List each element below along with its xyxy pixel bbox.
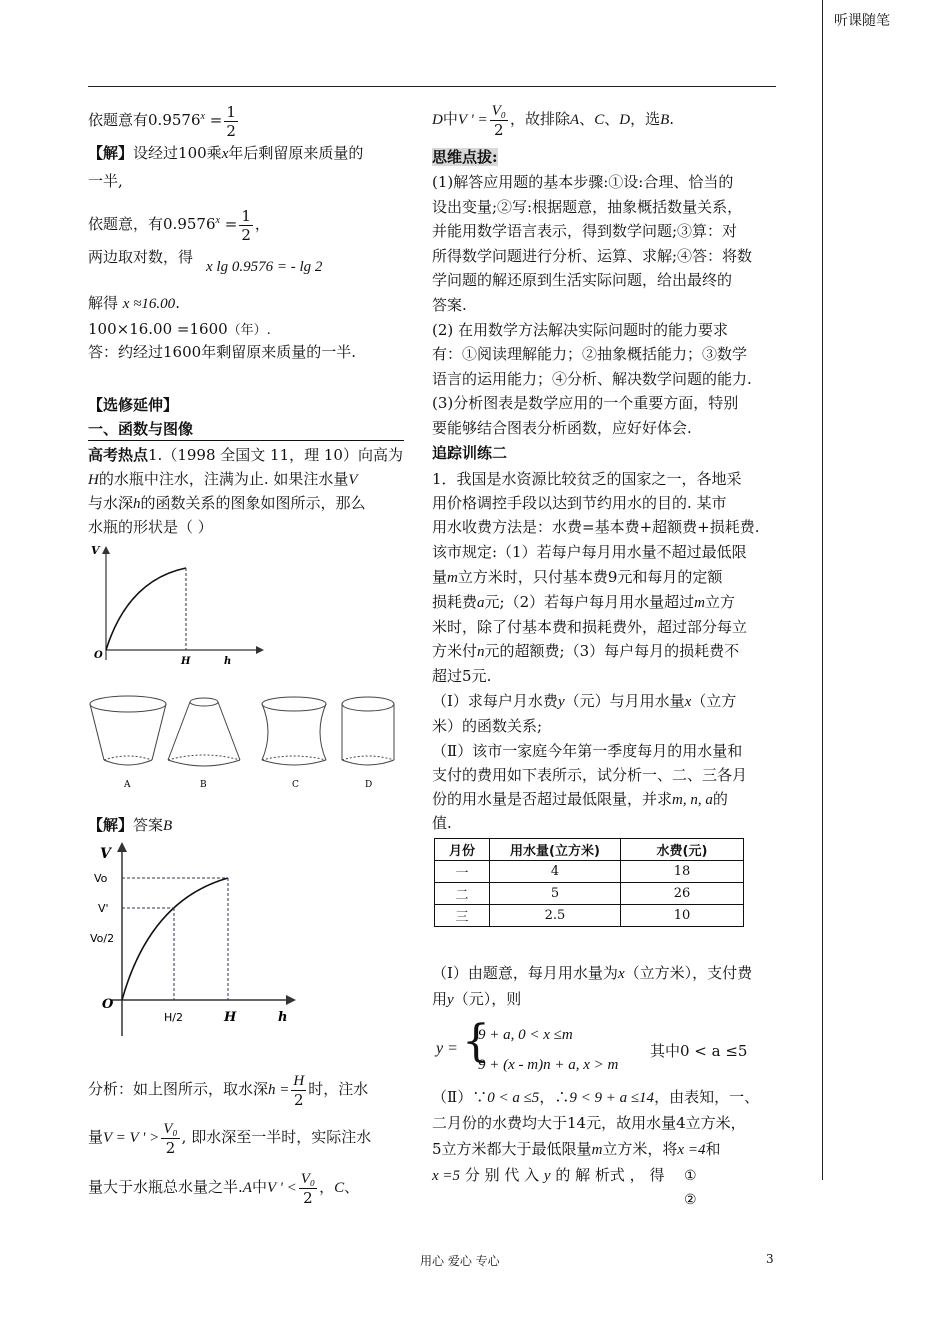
sol-1: （Ⅰ）由题意，每月用水量为x（立方米），支付费	[432, 964, 753, 982]
table-cell: 18	[621, 861, 744, 883]
problem-line-3: 与水深h的函数关系的图象如图所示，那么	[88, 494, 366, 512]
eq-line-2: 依题意，有0.9576$^x$ = $\frac{1}{2}$ ，	[88, 206, 270, 244]
problem-line-1: 高考热点1.（1998 全国文 11，理 10）向高为	[88, 446, 403, 464]
table-cell: 10	[621, 905, 744, 927]
prob-line: 损耗费a元;（2）若每户每月用水量超过m立方	[432, 593, 735, 611]
sol-2: 用y（元），则	[432, 990, 522, 1008]
piecewise-lhs: y =	[436, 1040, 458, 1057]
bottle-options	[88, 690, 398, 790]
think-line: 语言的运用能力；④分析、解决数学问题的能力.	[432, 369, 752, 388]
piecewise-brace: {	[462, 1016, 490, 1067]
table-cell: 26	[621, 883, 744, 905]
table-header: 用水量(立方米)	[490, 839, 621, 861]
section-title: 一、函数与图像	[88, 418, 404, 441]
log-formula: x lg 0.9576 = - lg 2	[206, 259, 323, 275]
g2-label-H: H	[224, 1010, 237, 1025]
table-header-row	[435, 839, 744, 861]
prob-line: 量m立方米时，只付基本费9元和每月的定额	[432, 568, 723, 586]
table-cell: 一	[435, 861, 490, 883]
prob-line: 米时，除了付基本费和损耗费外，超过部分每立	[432, 618, 748, 636]
think-line: 所得数学问题进行分析、运算、求解;④答：将数	[432, 246, 753, 265]
analysis-graph	[90, 840, 306, 1040]
think-line: (2) 在用数学方法解决实际问题时的能力要求	[432, 320, 729, 339]
side-note: 听课随笔	[834, 13, 890, 29]
margin-rule	[822, 0, 823, 1180]
prob-line: 方米付n元的超额费;（3）每户每月的损耗费不	[432, 642, 740, 660]
option-d-label: D	[365, 780, 373, 790]
volume-depth-graph	[88, 540, 268, 670]
question-1b: 米）的函数关系;	[432, 717, 543, 735]
question-2b: 支付的费用如下表所示，试分析一、二、三各月	[432, 766, 748, 784]
option-a-label: A	[124, 780, 131, 790]
g1-label-h: h	[224, 656, 232, 667]
prob-line: 用价格调控手段以达到节约用水的目的. 某市	[432, 494, 727, 512]
g2-label-O: O	[102, 997, 114, 1012]
analysis-line-3: 量大于水瓶总水量之半.A中V ' < $\frac{\text{V₀}}{2}$ ，C、	[88, 1170, 360, 1207]
think-line: 并能用数学语言表示，得到数学问题;③算：对	[432, 222, 738, 241]
table-cell: 三	[435, 905, 490, 927]
think-line: 要能够结合图表分析函数，应好好体会.	[432, 418, 692, 437]
think-line: 有：①阅读理解能力；②抽象概括能力；③数学	[432, 345, 748, 364]
exclude-line: D中V ' = $\frac{\text{V₀}}{2}$ ，故排除A、C、D，选B.	[432, 102, 675, 139]
circle-2: ②	[684, 1192, 697, 1208]
think-block	[432, 170, 782, 441]
prob-line: 超过5元.	[432, 667, 492, 685]
bottle-d	[342, 697, 394, 765]
answer-line: 答：约经过1600年剩留原来质量的一半.	[88, 343, 356, 361]
header-rule	[88, 86, 776, 87]
section-tag: 【选修延伸】	[88, 396, 179, 414]
question-2c: 份的用水量是否超过最低限量，并求m, n, a的	[432, 790, 728, 808]
solution-line-2: 一半,	[88, 172, 123, 190]
table-cell: 5	[490, 883, 621, 905]
prob-line: 用水收费方法是：水费=基本费+超额费+损耗费.	[432, 518, 760, 536]
table-row	[435, 861, 744, 883]
fee-table	[434, 838, 744, 927]
think-line: (3)分析图表是数学应用的一个重要方面，特别	[432, 394, 739, 413]
solution-line-1: 【解】设经过100乘x年后剩留原来质量的	[88, 144, 364, 162]
track-title: 追踪训练二	[432, 444, 508, 462]
g2-label-V: V	[100, 846, 111, 862]
problem-line-4: 水瓶的形状是（ ）	[88, 518, 213, 536]
years-line: 100×16.00 =1600（年）.	[88, 320, 271, 338]
g2-label-Vo: Vo	[94, 872, 108, 885]
table-header: 月份	[435, 839, 490, 861]
g2-label-Vp: V'	[98, 902, 109, 915]
sol-3: （Ⅱ）∵0 < a ≤5，∴9 < 9 + a ≤14，由表知，一、	[432, 1088, 760, 1106]
prob-line: 该市规定:（1）若每户每月用水量不超过最低限	[432, 543, 747, 561]
table-cell: 二	[435, 883, 490, 905]
circle-1: ①	[684, 1168, 697, 1184]
analysis-line-1: 分析：如上图所示，取水深h = $\frac{H}{2}$ 时，注水	[88, 1072, 369, 1109]
g1-label-V: V	[91, 544, 100, 557]
sol-5: 5立方米都大于最低限量m立方米，将x =4和	[432, 1140, 721, 1158]
think-line: 学问题的解还原到生活实际问题，给出最终的	[432, 271, 733, 290]
footer-motto: 用心 爱心 专心	[420, 1254, 500, 1268]
piecewise-case-1: 9 + a, 0 < x ≤m	[478, 1027, 573, 1043]
piecewise-case-2: 9 + (x - m)n + a, x > m	[478, 1057, 619, 1073]
prob-line: 1．我国是水资源比较贫乏的国家之一，各地采	[432, 470, 742, 488]
eq-line-1: 依题意有0.9576$^x$ = $\frac{1}{2}$	[88, 102, 236, 140]
think-line: 设出变量;②写:根据题意，抽象概括数量关系，	[432, 197, 743, 216]
g2-label-Vo2: Vo/2	[90, 932, 115, 945]
question-2d: 值.	[432, 814, 452, 832]
option-b-label: B	[200, 780, 207, 790]
table-header: 水费(元)	[621, 839, 744, 861]
table-row	[435, 883, 744, 905]
question-1: （Ⅰ）求每户月水费y（元）与月用水量x（立方	[432, 692, 737, 710]
g2-label-h: h	[278, 1010, 288, 1025]
page-number: 3	[766, 1252, 774, 1266]
option-c-label: C	[292, 780, 299, 790]
question-2: （Ⅱ）该市一家庭今年第一季度每月的用水量和	[432, 742, 743, 760]
answer-b: 【解】答案B	[88, 816, 173, 834]
analysis-line-2: 量V = V ' > $\frac{\text{V₀}}{2}$ , 即水深至一半时，实际注水	[88, 1120, 372, 1157]
solve-line: 解得 x ≈16.00.	[88, 294, 180, 312]
g1-label-O: O	[94, 650, 103, 661]
g1-label-H: H	[181, 656, 191, 667]
bottle-c	[262, 697, 326, 765]
log-text: 两边取对数，得	[88, 248, 194, 266]
table-row	[435, 905, 744, 927]
table-cell: 4	[490, 861, 621, 883]
table-cell: 2.5	[490, 905, 621, 927]
bottle-a	[90, 696, 166, 765]
sol-6: x =5 分 别 代 入 y 的 解 析式 ， 得	[432, 1166, 665, 1184]
sol-4: 二月份的水费均大于14元，故用水量4立方米，	[432, 1114, 746, 1132]
problem-line-2: H的水瓶中注水，注满为止. 如果注水量V	[88, 470, 358, 488]
think-title: 思维点拔:	[432, 148, 498, 166]
bottle-b	[168, 698, 240, 766]
g2-label-H2: H/2	[164, 1011, 183, 1024]
think-line: 答案.	[432, 295, 467, 314]
piecewise-condition: 其中0 < a ≤5	[650, 1042, 748, 1060]
think-line: (1)解答应用题的基本步骤:①设:合理、恰当的	[432, 173, 734, 191]
